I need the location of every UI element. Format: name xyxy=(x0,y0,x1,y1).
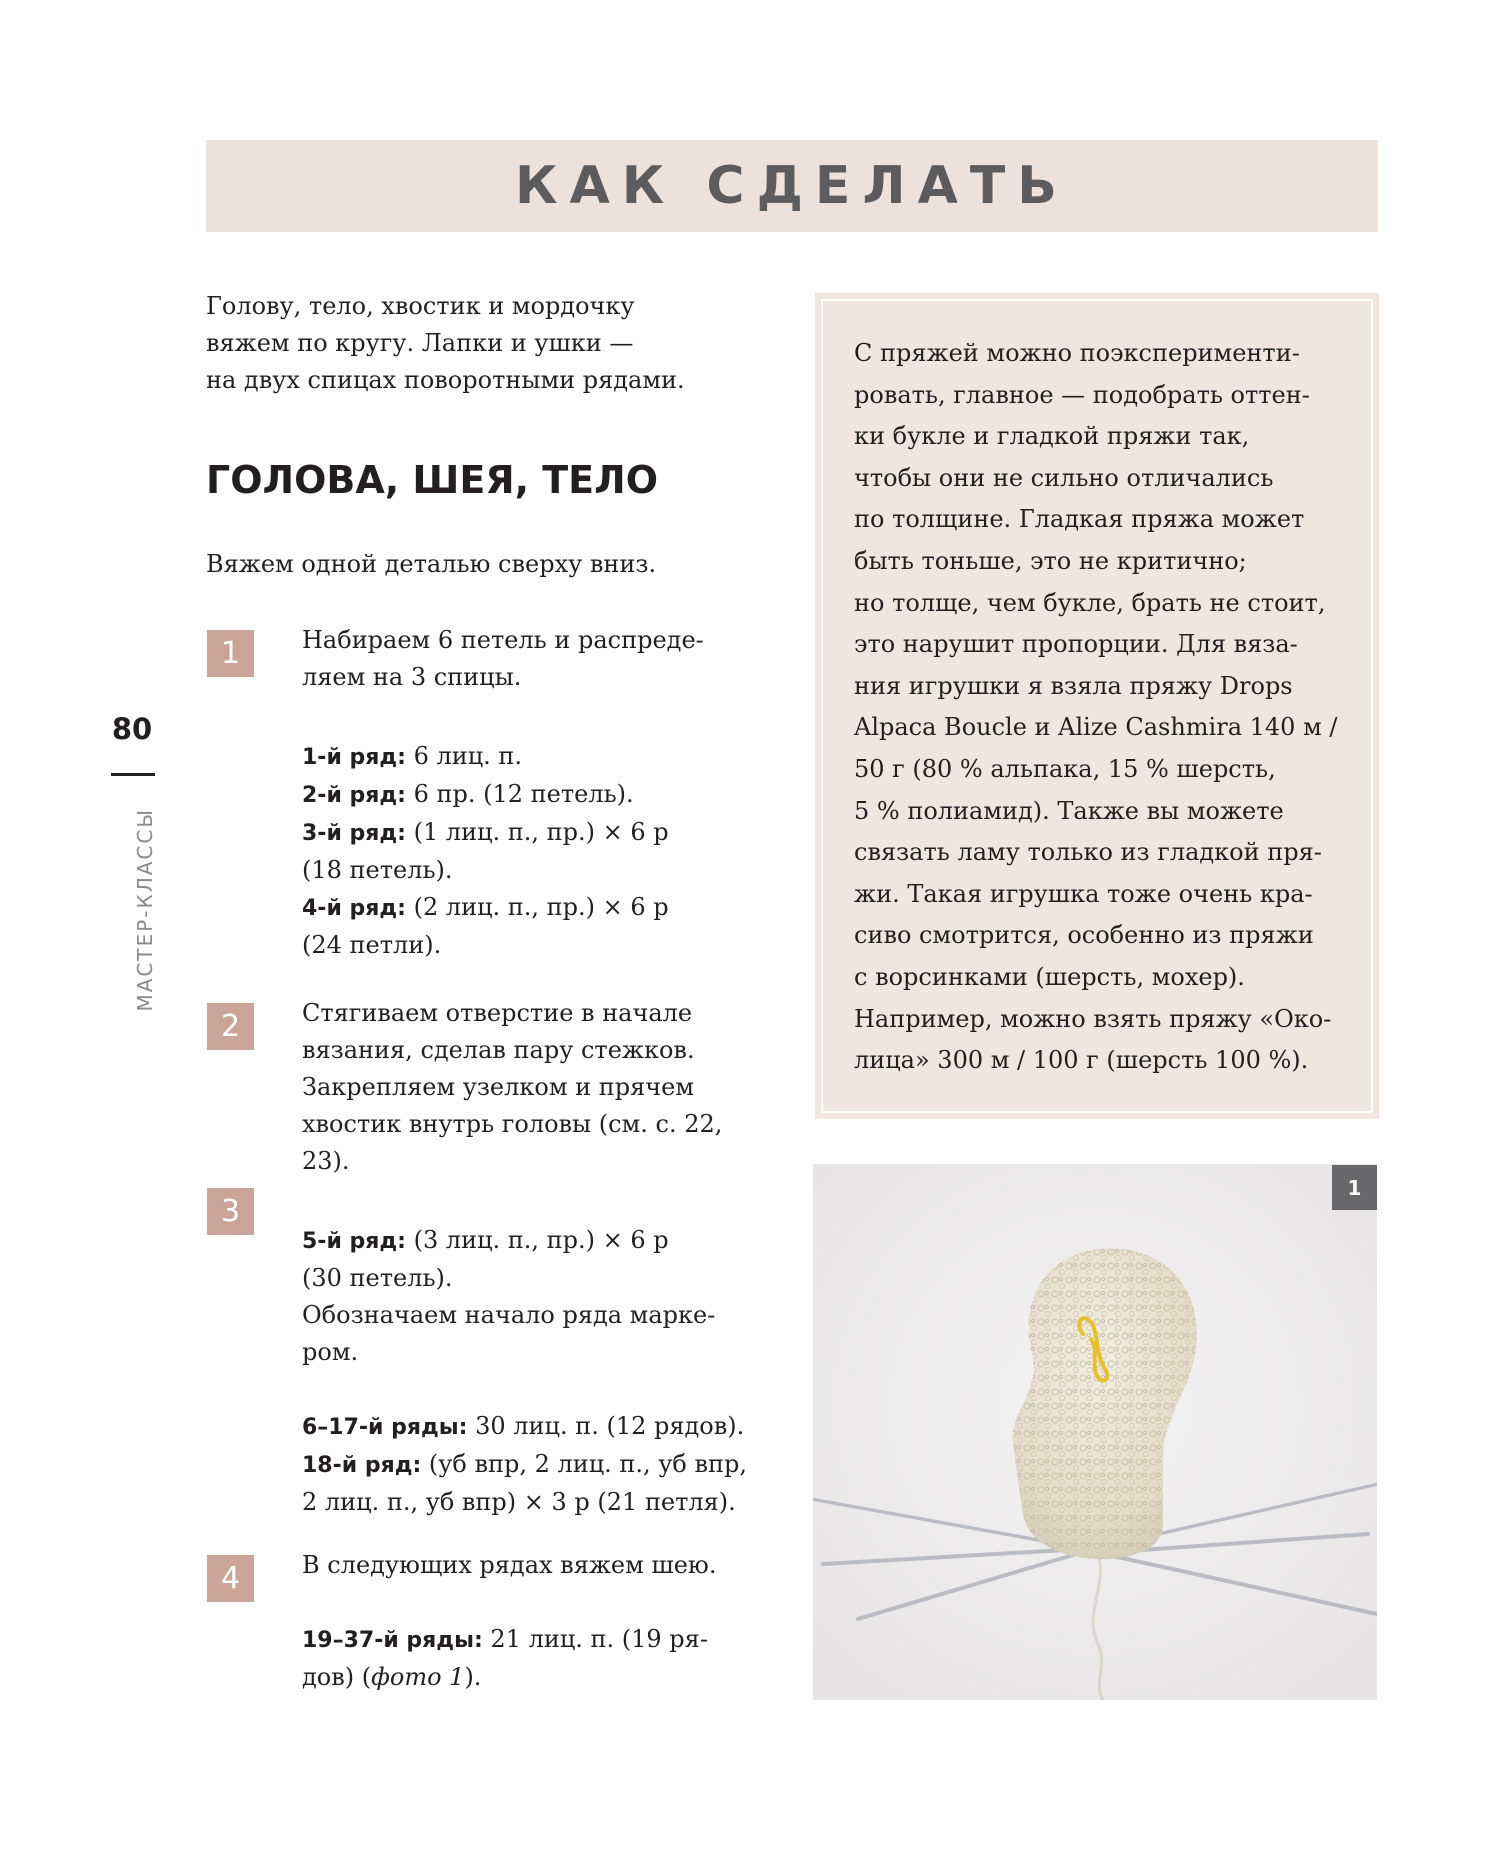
row-text: (24 петли). xyxy=(302,931,442,959)
step-line: вязания, сделав пару стежков. xyxy=(302,1036,695,1064)
intro-paragraph xyxy=(206,288,766,399)
row-text: 21 лиц. п. (19 ря- xyxy=(490,1625,708,1653)
tip-line: но толще, чем букле, брать не стоит, xyxy=(854,588,1326,617)
row-text: 6 пр. (12 петель). xyxy=(413,780,634,808)
row-instruction xyxy=(302,1222,782,1260)
row-instruction xyxy=(302,889,782,927)
row-label: 19–37-й ряды: xyxy=(302,1628,483,1653)
step-number-badge: 4 xyxy=(207,1555,254,1602)
title-banner xyxy=(206,140,1378,232)
tip-line: Alpaca Boucle и Alize Cashmira 140 м / xyxy=(854,713,1338,742)
page-title: КАК СДЕЛАТЬ xyxy=(515,156,1069,216)
row-text: (3 лиц. п., пр.) × 6 р xyxy=(413,1226,669,1254)
row-label: 3-й ряд: xyxy=(302,821,406,846)
step-number-badge: 1 xyxy=(207,630,254,677)
row-text: 2 лиц. п., уб впр) × 3 р (21 петля). xyxy=(302,1488,736,1516)
page-number: 80 xyxy=(111,712,153,746)
step-line: ляем на 3 спицы. xyxy=(302,663,522,691)
row-instruction xyxy=(302,814,782,852)
tip-line: чтобы они не сильно отличались xyxy=(854,463,1274,492)
tip-line: ния игрушки я взяла пряжу Drops xyxy=(854,671,1293,700)
step-line: ром. xyxy=(302,1338,359,1366)
tip-text xyxy=(854,333,1354,1082)
step-line: хвостик внутрь головы (см. с. 22, xyxy=(302,1110,723,1138)
row-text: ). xyxy=(464,1663,482,1691)
step-line: 23). xyxy=(302,1147,350,1175)
row-instruction xyxy=(302,738,782,776)
row-label: 1-й ряд: xyxy=(302,745,406,770)
page-number-rule xyxy=(111,773,155,776)
row-label: 18-й ряд: xyxy=(302,1453,422,1478)
tip-line: 5 % полиамид). Также вы можете xyxy=(854,796,1284,825)
tip-line: Например, можно взять пряжу «Око- xyxy=(854,1004,1332,1033)
row-text: 30 лиц. п. (12 рядов). xyxy=(475,1412,745,1440)
tip-line: это нарушит пропорции. Для вяза- xyxy=(854,630,1298,659)
photo-number-badge: 1 xyxy=(1332,1165,1377,1210)
step-3-rows xyxy=(302,1408,822,1521)
tip-line: быть тоньше, это не критично; xyxy=(854,546,1247,575)
photo-reference: фото 1 xyxy=(371,1663,465,1691)
section-label: МАСТЕР-КЛАССЫ xyxy=(133,808,157,1012)
row-label: 5-й ряд: xyxy=(302,1229,406,1254)
step-line: Обозначаем начало ряда марке- xyxy=(302,1301,716,1329)
step-line: Стягиваем отверстие в начале xyxy=(302,999,693,1027)
intro-line: вяжем по кругу. Лапки и ушки — xyxy=(206,329,634,357)
row-instruction xyxy=(302,1659,782,1696)
tip-line: 50 г (80 % альпака, 15 % шерсть, xyxy=(854,754,1276,783)
row-instruction xyxy=(302,1446,822,1484)
tip-line: лица» 300 м / 100 г (шерсть 100 %). xyxy=(854,1046,1309,1075)
step-4-rows xyxy=(302,1621,782,1696)
tip-line: ровать, главное — подобрать оттен- xyxy=(854,380,1310,409)
row-text: дов) ( xyxy=(302,1663,372,1691)
row-text: 6 лиц. п. xyxy=(413,742,523,770)
knitting-photo xyxy=(813,1164,1377,1700)
tip-line: связать ламу только из гладкой пря- xyxy=(854,838,1322,867)
row-label: 6–17-й ряды: xyxy=(302,1415,468,1440)
row-text: (1 лиц. п., пр.) × 6 р xyxy=(413,818,669,846)
step-number-badge: 3 xyxy=(207,1188,254,1235)
tip-line: по толщине. Гладкая пряжа может xyxy=(854,505,1305,534)
knitted-head-illustration xyxy=(813,1164,1377,1700)
step-1-text xyxy=(302,622,782,696)
row-text: (30 петель). xyxy=(302,1264,453,1292)
intro-line: Голову, тело, хвостик и мордочку xyxy=(206,292,635,320)
step-line: В следующих рядах вяжем шею. xyxy=(302,1551,717,1579)
step-2-text xyxy=(302,995,782,1180)
row-label: 2-й ряд: xyxy=(302,783,406,808)
tip-line: жи. Такая игрушка тоже очень кра- xyxy=(854,879,1313,908)
tip-line: С пряжей можно поэксперименти- xyxy=(854,339,1300,367)
row-text: (уб впр, 2 лиц. п., уб впр, xyxy=(428,1450,748,1478)
row-text: (18 петель). xyxy=(302,856,453,884)
row-instruction xyxy=(302,1408,822,1446)
step-line: Набираем 6 петель и распреде- xyxy=(302,626,704,654)
row-instruction xyxy=(302,776,782,814)
step-number-badge: 2 xyxy=(207,1003,254,1050)
tip-line: сиво смотрится, особенно из пряжи xyxy=(854,921,1314,950)
tip-line: ки букле и гладкой пряжи так, xyxy=(854,422,1250,451)
tip-line: с ворсинками (шерсть, мохер). xyxy=(854,962,1245,991)
intro-line: на двух спицах поворотными рядами. xyxy=(206,366,685,394)
row-label: 4-й ряд: xyxy=(302,896,406,921)
step-4-text xyxy=(302,1547,782,1584)
lead-paragraph: Вяжем одной деталью сверху вниз. xyxy=(206,550,657,578)
step-3-text xyxy=(302,1222,782,1371)
step-1-rows xyxy=(302,738,782,964)
section-heading: ГОЛОВА, ШЕЯ, ТЕЛО xyxy=(206,458,658,502)
row-text: (2 лиц. п., пр.) × 6 р xyxy=(413,893,669,921)
step-line: Закрепляем узелком и прячем xyxy=(302,1073,694,1101)
row-instruction xyxy=(302,1621,782,1659)
